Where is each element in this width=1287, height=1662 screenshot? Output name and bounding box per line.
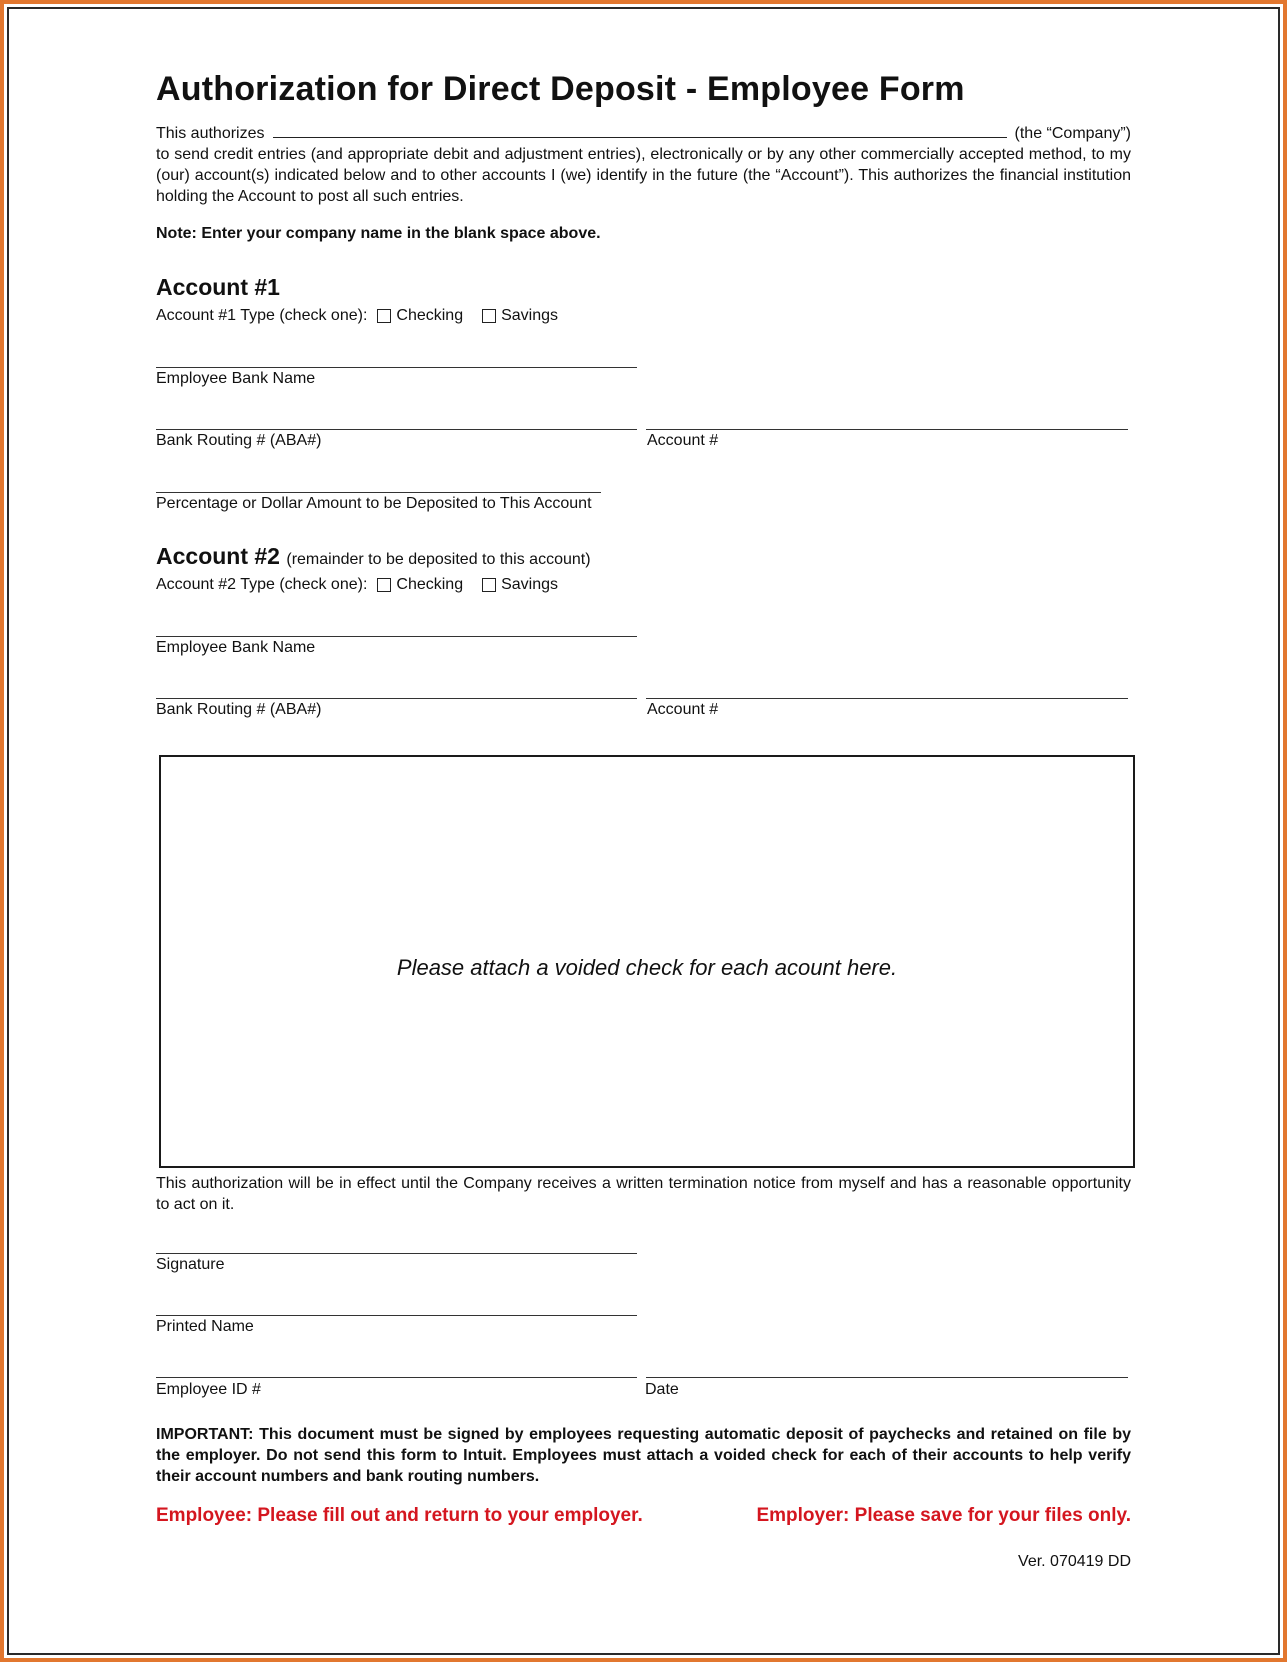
account2-bank-name-field[interactable] <box>156 636 637 637</box>
account1-checking-label: Checking <box>396 307 464 324</box>
form-title: Authorization for Direct Deposit - Employee Form <box>156 70 965 108</box>
account2-savings-checkbox[interactable] <box>482 578 496 592</box>
voided-check-attachment-box <box>159 755 1135 1168</box>
account1-checking-option[interactable] <box>377 307 463 325</box>
date-label: Date <box>645 1381 679 1398</box>
account2-routing-field[interactable] <box>156 698 637 699</box>
account1-type-label: Account #1 Type (check one): <box>156 307 368 324</box>
account1-bank-name-label: Employee Bank Name <box>156 370 316 387</box>
account1-checking-checkbox[interactable] <box>377 309 391 323</box>
account2-savings-option[interactable] <box>482 576 558 594</box>
termination-terms: This authorization will be in effect until the Company receives a written termination notice from myself and has a reasonable opportunity to act on it. <box>156 1175 1131 1213</box>
employer-instruction: Employer: Please save for your files only. <box>756 1505 1131 1526</box>
intro-body: to send credit entries (and appropriate debit and adjustment entries), electronically or by any other commercially accepted method, to my (our) account(s) indicated below and to other accounts I (we) identify in the future (the “Account”). This authorizes the financial institution holding the Account to post all such entries. <box>156 146 1131 205</box>
account1-savings-checkbox[interactable] <box>482 309 496 323</box>
account1-amount-label: Percentage or Dollar Amount to be Deposited to This Account <box>156 495 592 512</box>
account2-heading-sub: (remainder to be deposited to this account) <box>286 551 591 568</box>
company-name-field[interactable] <box>273 123 1007 138</box>
voided-check-instruction: Please attach a voided check for each acount here. <box>396 954 898 980</box>
version-label: Ver. 070419 DD <box>1018 1553 1131 1570</box>
signature-field[interactable] <box>156 1253 637 1254</box>
account2-account-number-label: Account # <box>647 701 719 718</box>
account2-type-row <box>156 576 558 594</box>
account1-account-number-field[interactable] <box>646 429 1128 430</box>
account2-routing-label: Bank Routing # (ABA#) <box>156 701 322 718</box>
account2-checking-label: Checking <box>396 576 464 593</box>
intro-prefix: This authorizes <box>156 125 265 142</box>
account2-savings-label: Savings <box>501 576 559 593</box>
account2-type-label: Account #2 Type (check one): <box>156 576 368 593</box>
account1-routing-field[interactable] <box>156 429 637 430</box>
account2-heading: Account #2 <box>156 543 280 569</box>
company-name-line <box>156 123 1131 144</box>
account2-account-number-field[interactable] <box>646 698 1128 699</box>
intro-paragraph <box>156 123 1131 207</box>
account1-heading: Account #1 <box>156 274 280 300</box>
account1-savings-option[interactable] <box>482 307 558 325</box>
important-notice: IMPORTANT: This document must be signed by employees requesting automatic deposit of paychecks and retained on file by the employer. Do not send this form to Intuit. Employees must attach a voided check for each of their accounts to help verify their account numbers and bank routing numbers. <box>156 1426 1131 1485</box>
account1-amount-field[interactable] <box>156 492 601 493</box>
account1-bank-name-field[interactable] <box>156 367 637 368</box>
date-field[interactable] <box>646 1377 1128 1378</box>
signature-label: Signature <box>156 1256 225 1273</box>
employee-id-field[interactable] <box>156 1377 637 1378</box>
employee-id-label: Employee ID # <box>156 1381 261 1398</box>
company-note: Note: Enter your company name in the blank space above. <box>156 225 601 242</box>
account1-savings-label: Savings <box>501 307 559 324</box>
account2-checking-checkbox[interactable] <box>377 578 391 592</box>
account2-checking-option[interactable] <box>377 576 463 594</box>
employee-instruction: Employee: Please fill out and return to your employer. <box>156 1505 643 1526</box>
account1-routing-label: Bank Routing # (ABA#) <box>156 432 322 449</box>
account2-heading-row <box>156 543 591 570</box>
intro-suffix: (the “Company”) <box>1014 125 1131 142</box>
account2-bank-name-label: Employee Bank Name <box>156 639 316 656</box>
account1-type-row <box>156 307 558 325</box>
printed-name-label: Printed Name <box>156 1318 254 1335</box>
account1-account-number-label: Account # <box>647 432 719 449</box>
printed-name-field[interactable] <box>156 1315 637 1316</box>
